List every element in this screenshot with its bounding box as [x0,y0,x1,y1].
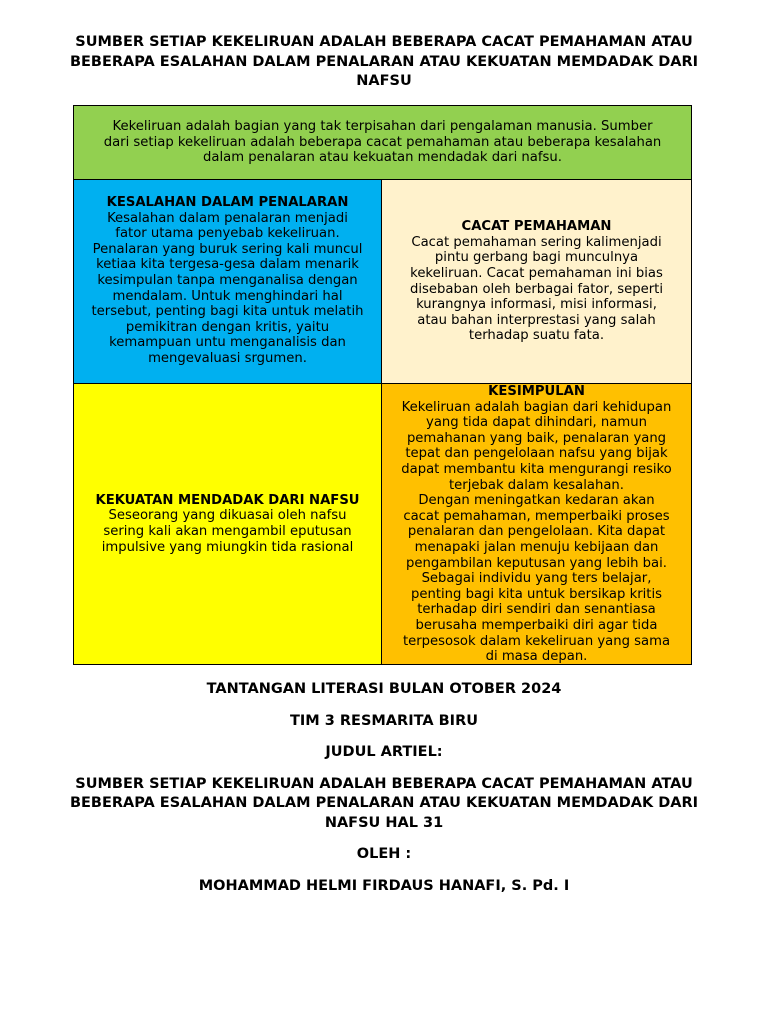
title-line: NAFSU [356,73,412,89]
challenge-title: TANTANGAN LITERASI BULAN OTOBER 2024 [206,681,562,697]
intro-cell [74,106,691,180]
kesimpulan-line: Kekeliruan adalah bagian dari kehidupan [401,399,672,415]
pemahaman-line: terhadap suatu fata. [468,328,605,344]
team-name: TIM 3 RESMARITA BIRU [289,712,479,729]
intro-line: Kekeliruan adalah bagian yang tak terpisahan dari pengalaman manusia. Sumber [112,119,653,135]
title-line: SUMBER SETIAP KEKELIRUAN ADALAH BEBERAPA CACAT PEMAHAMAN ATAU [75,34,693,50]
kesimpulan-line: Dengan meningatkan kedaran akan [418,493,655,509]
summary-table [73,105,692,665]
kesimpulan-line: Sebagai individu yang ters belajar, [421,571,652,587]
penalaran-line: mendalam. Untuk menghindari hal [112,288,343,304]
kesimpulan-line: penalaran dan pengelolaan. Kita dapat [407,524,666,540]
nafsu-heading: KEKUATAN MENDADAK DARI NAFSU [95,492,360,508]
penalaran-heading: KESALAHAN DALAM PENALARAN [106,195,349,210]
penalaran-line: fator utama penyebab kekeliruan. [115,226,340,242]
pemahaman-line: kurangnya informasi, misi informasi, [416,297,657,313]
nafsu-line: Seseorang yang dikuasai oleh nafsu [108,508,347,524]
kesimpulan-heading: KESIMPULAN [488,384,585,399]
penalaran-line: mengevaluasi srgumen. [148,350,307,366]
pemahaman-line: Cacat pemahaman sering kalimenjadi [411,234,662,250]
kesimpulan-line: terpesosok dalam kekeliruan yang sama [402,633,671,649]
penalaran-line: kesimpulan tanpa menganalisa dengan [97,272,358,288]
kesimpulan-line: berusaha memperbaiki diri agar tida [415,617,658,633]
kesimpulan-line: terhadap diri sendiri dan senantiasa [417,602,656,618]
article-title-line: SUMBER SETIAP KEKELIRUAN ADALAH BEBERAPA CACAT PEMAHAMAN ATAU [75,775,693,792]
article-title-line: NAFSU HAL 31 [324,814,444,831]
title-line: BEBERAPA ESALAHAN DALAM PENALARAN ATAU KEKUATAN MEMDADAK DARI [69,53,699,70]
penalaran-line: Penalaran yang buruk sering kali muncul [92,241,363,257]
pemahaman-cell [382,180,691,384]
author-name: MOHAMMAD HELMI FIRDAUS HANAFI, S. Pd. I [198,877,570,894]
kesimpulan-line: tepat dan pengelolaan nafsu yang bijak [405,446,668,462]
penalaran-line: Kesalahan dalam penalaran menjadi [107,210,348,226]
kesimpulan-line: penting bagi kita untuk bersikap kritis [410,586,662,602]
kesimpulan-cell [382,384,691,664]
pemahaman-line: disebaban oleh berbagai fator, seperti [409,281,664,297]
document-footer [30,680,738,906]
penalaran-line: kemampuan untu menganalisis dan [109,335,346,351]
penalaran-cell [74,180,382,384]
kesimpulan-line: menapaki jalan menuju kebijaan dan [414,539,659,555]
penalaran-line: pemikitran dengan kritis, yaitu [125,319,330,335]
article-title [30,775,738,834]
pemahaman-line: atau bahan interprestasi yang salah [417,312,656,328]
kesimpulan-line: cacat pemahaman, memperbaiki proses [403,508,670,524]
pemahaman-line: pintu gerbang bagi munculnya [434,250,639,266]
article-label: JUDUL ARTIEL: [325,744,443,760]
penalaran-line: ketiaa kita tergesa-gesa dalam menarik [96,257,359,273]
nafsu-line: sering kali akan mengambil eputusan [103,524,352,539]
penalaran-line: tersebut, penting bagi kita untuk melatih [91,304,364,320]
kesimpulan-line: dapat membantu kita mengurangi resiko [401,461,672,477]
nafsu-line: impulsive yang miungkin tida rasional [101,539,354,555]
intro-line: dari setiap kekeliruan adalah beberapa cacat pemahaman atau beberapa kesalahan [103,134,662,150]
document-title [30,33,738,92]
kesimpulan-line: di masa depan. [485,649,588,665]
pemahaman-heading: CACAT PEMAHAMAN [461,219,612,235]
pemahaman-line: kekeliruan. Cacat pemahaman ini bias [410,265,663,281]
nafsu-cell [74,384,382,664]
article-title-line: BEBERAPA ESALAHAN DALAM PENALARAN ATAU KEKUATAN MEMDADAK DARI [69,795,699,811]
kesimpulan-line: pengambilan keputusan yang lebih bai. [406,555,667,571]
intro-line: dalam penalaran atau kekuatan mendadak dari nafsu. [203,150,562,166]
kesimpulan-line: yang tida dapat dihindari, namun [426,415,647,431]
kesimpulan-line: terjebak dalam kesalahan. [449,477,624,493]
kesimpulan-line: pemahanan yang baik, penalaran yang [406,430,667,446]
by-label: OLEH : [356,846,412,862]
